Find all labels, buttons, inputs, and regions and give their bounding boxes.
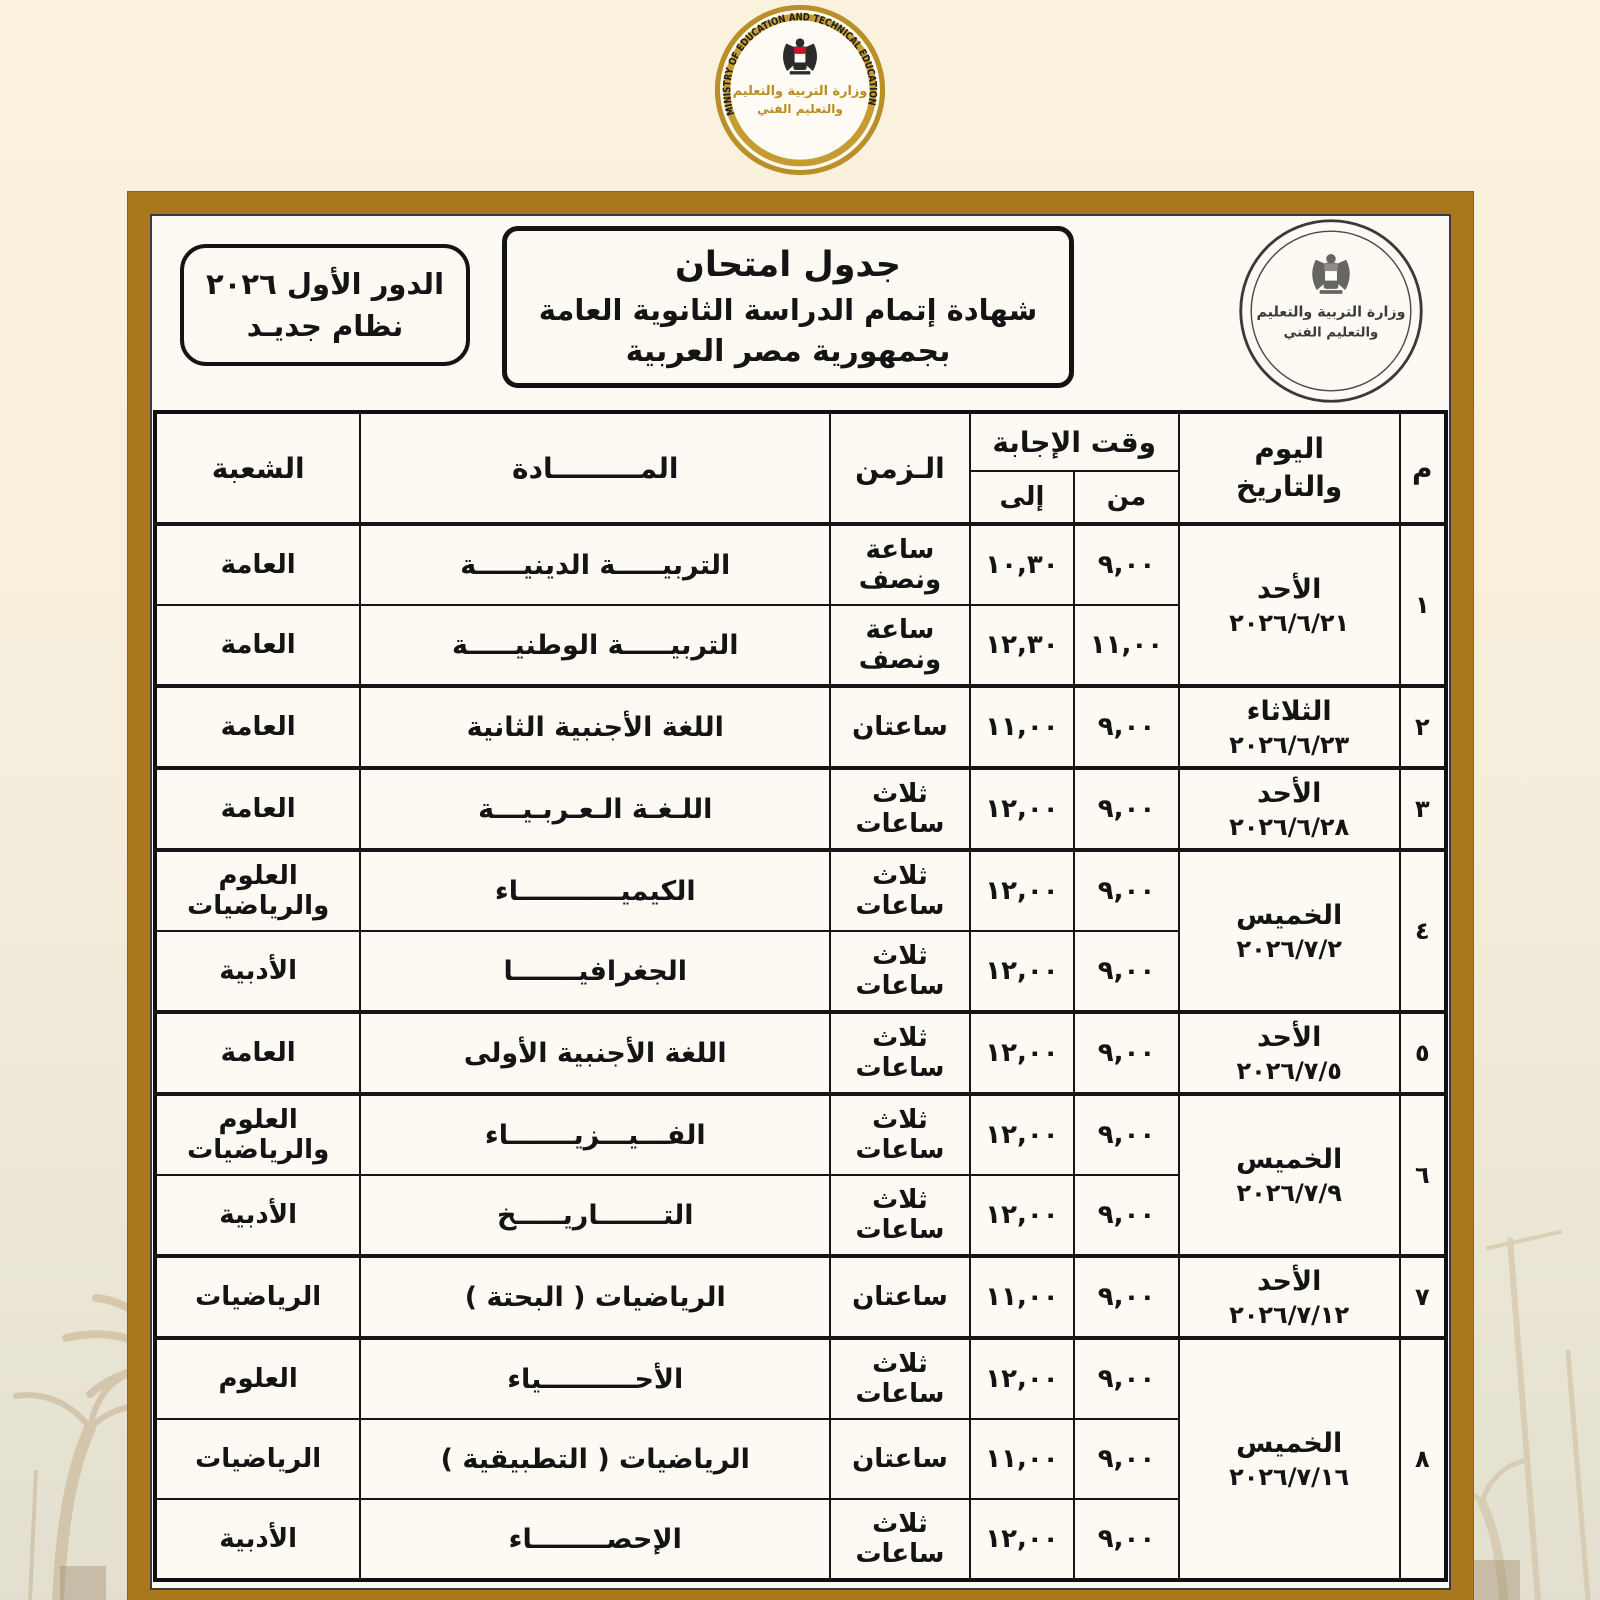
table-row bbox=[155, 768, 1446, 850]
time-from-cell: ٩,٠٠ bbox=[1074, 850, 1179, 931]
header-duration: الـزمن bbox=[830, 412, 969, 524]
time-to-cell: ١٠,٣٠ bbox=[970, 524, 1075, 605]
table-row bbox=[155, 1338, 1446, 1419]
header-day-date: اليوم والتاريخ bbox=[1179, 412, 1400, 524]
branch-cell: العامة bbox=[155, 1012, 360, 1094]
duration-cell: ثلاث ساعات bbox=[830, 931, 969, 1012]
branch-cell: الأدبية bbox=[155, 1499, 360, 1580]
subject-cell: الرياضيات ( التطبيقية ) bbox=[360, 1419, 830, 1499]
time-to-cell: ١١,٠٠ bbox=[970, 1256, 1075, 1338]
time-from-cell: ٩,٠٠ bbox=[1074, 1338, 1179, 1419]
branch-cell: العامة bbox=[155, 768, 360, 850]
branch-cell: العلوم والرياضيات bbox=[155, 850, 360, 931]
subject-cell: الفـــيـــزيـــــــاء bbox=[360, 1094, 830, 1175]
title-line3: بجمهورية مصر العربية bbox=[625, 333, 951, 369]
subject-cell: الرياضيات ( البحتة ) bbox=[360, 1256, 830, 1338]
ministry-logo-color bbox=[714, 4, 886, 176]
serial-cell: ٣ bbox=[1400, 768, 1446, 850]
document-header bbox=[150, 214, 1451, 410]
seal-arabic-line1: وزارة التربية والتعليم bbox=[1256, 304, 1406, 321]
time-to-cell: ١٢,٠٠ bbox=[970, 1499, 1075, 1580]
time-to-cell: ١٢,٣٠ bbox=[970, 605, 1075, 686]
duration-cell: ساعتان bbox=[830, 1256, 969, 1338]
day-date-cell: الخميس ٢٠٢٦/٧/٢ bbox=[1179, 850, 1400, 1012]
subject-cell: الكيميـــــــــــاء bbox=[360, 850, 830, 931]
time-from-cell: ٩,٠٠ bbox=[1074, 1175, 1179, 1256]
branch-cell: العلوم bbox=[155, 1338, 360, 1419]
serial-cell: ٧ bbox=[1400, 1256, 1446, 1338]
time-to-cell: ١٢,٠٠ bbox=[970, 1012, 1075, 1094]
session-line1: الدور الأول ٢٠٢٦ bbox=[205, 266, 445, 301]
time-from-cell: ٩,٠٠ bbox=[1074, 1012, 1179, 1094]
subject-cell: التربيـــــة الوطنيـــــة bbox=[360, 605, 830, 686]
duration-cell: ساعتان bbox=[830, 686, 969, 768]
time-to-cell: ١١,٠٠ bbox=[970, 1419, 1075, 1499]
time-from-cell: ٩,٠٠ bbox=[1074, 524, 1179, 605]
duration-cell: ثلاث ساعات bbox=[830, 1499, 969, 1580]
duration-cell: ثلاث ساعات bbox=[830, 1175, 969, 1256]
time-from-cell: ٩,٠٠ bbox=[1074, 1256, 1179, 1338]
duration-cell: ثلاث ساعات bbox=[830, 1012, 969, 1094]
time-from-cell: ٩,٠٠ bbox=[1074, 1499, 1179, 1580]
subject-cell: اللغة الأجنبية الأولى bbox=[360, 1012, 830, 1094]
day-date-cell: الأحد ٢٠٢٦/٧/١٢ bbox=[1179, 1256, 1400, 1338]
serial-cell: ٤ bbox=[1400, 850, 1446, 1012]
branch-cell: الأدبية bbox=[155, 1175, 360, 1256]
svg-text:MINISTRY OF EDUCATION AND TECH bbox=[1236, 216, 1241, 219]
header-serial: م bbox=[1400, 412, 1446, 524]
subject-cell: التربيـــــة الدينيـــــة bbox=[360, 524, 830, 605]
title-box bbox=[502, 226, 1074, 388]
serial-cell: ٨ bbox=[1400, 1338, 1446, 1580]
day-date-cell: الأحد ٢٠٢٦/٦/٢١ bbox=[1179, 524, 1400, 686]
header-answer-time: وقت الإجابة bbox=[970, 412, 1179, 471]
branch-cell: العلوم والرياضيات bbox=[155, 1094, 360, 1175]
day-date-cell: الخميس ٢٠٢٦/٧/٩ bbox=[1179, 1094, 1400, 1256]
time-to-cell: ١٢,٠٠ bbox=[970, 850, 1075, 931]
time-from-cell: ٩,٠٠ bbox=[1074, 1419, 1179, 1499]
seal-ring-text bbox=[1236, 216, 1241, 219]
table-row bbox=[155, 850, 1446, 931]
session-box bbox=[180, 244, 470, 366]
serial-cell: ٢ bbox=[1400, 686, 1446, 768]
table-row bbox=[155, 524, 1446, 605]
day-date-cell: الأحد ٢٠٢٦/٧/٥ bbox=[1179, 1012, 1400, 1094]
time-to-cell: ١٢,٠٠ bbox=[970, 1175, 1075, 1256]
seal-arabic-line2: والتعليم الفني bbox=[1283, 325, 1379, 341]
subject-cell: التـــــــاريـــــخ bbox=[360, 1175, 830, 1256]
subject-cell: الجغرافيـــــــا bbox=[360, 931, 830, 1012]
ministry-seal-bw bbox=[1236, 216, 1426, 406]
seal-arabic-line2: والتعليم الفني bbox=[757, 102, 843, 117]
branch-cell: الأدبية bbox=[155, 931, 360, 1012]
header-from: من bbox=[1074, 471, 1179, 524]
day-date-cell: الأحد ٢٠٢٦/٦/٢٨ bbox=[1179, 768, 1400, 850]
title-line1: جدول امتحان bbox=[675, 245, 901, 286]
serial-cell: ٦ bbox=[1400, 1094, 1446, 1256]
table-row bbox=[155, 686, 1446, 768]
header-subject: المـــــــــادة bbox=[360, 412, 830, 524]
seal-ring-text: MINISTRY OF EDUCATION AND TECHNICAL EDUCATION bbox=[721, 11, 879, 117]
time-from-cell: ٩,٠٠ bbox=[1074, 1094, 1179, 1175]
exam-schedule-table bbox=[153, 410, 1448, 1582]
subject-cell: الإحصــــــــاء bbox=[360, 1499, 830, 1580]
branch-cell: الرياضيات bbox=[155, 1419, 360, 1499]
session-line2: نظام جديـد bbox=[246, 309, 404, 343]
branch-cell: العامة bbox=[155, 605, 360, 686]
time-to-cell: ١٢,٠٠ bbox=[970, 768, 1075, 850]
time-from-cell: ٩,٠٠ bbox=[1074, 931, 1179, 1012]
time-to-cell: ١٢,٠٠ bbox=[970, 1094, 1075, 1175]
branch-cell: الرياضيات bbox=[155, 1256, 360, 1338]
time-to-cell: ١٢,٠٠ bbox=[970, 931, 1075, 1012]
day-date-cell: الثلاثاء ٢٠٢٦/٦/٢٣ bbox=[1179, 686, 1400, 768]
title-line2: شهادة إتمام الدراسة الثانوية العامة bbox=[538, 293, 1038, 328]
subject-cell: اللغة الأجنبية الثانية bbox=[360, 686, 830, 768]
duration-cell: ثلاث ساعات bbox=[830, 850, 969, 931]
time-from-cell: ١١,٠٠ bbox=[1074, 605, 1179, 686]
table-row bbox=[155, 1256, 1446, 1338]
duration-cell: ثلاث ساعات bbox=[830, 1094, 969, 1175]
day-date-cell: الخميس ٢٠٢٦/٧/١٦ bbox=[1179, 1338, 1400, 1580]
subject-cell: اللـغـة الـعـربـيـــة bbox=[360, 768, 830, 850]
duration-cell: ساعتان bbox=[830, 1419, 969, 1499]
table-row bbox=[155, 1094, 1446, 1175]
seal-arabic-line1: وزارة التربية والتعليم bbox=[732, 84, 868, 100]
time-to-cell: ١٢,٠٠ bbox=[970, 1338, 1075, 1419]
time-from-cell: ٩,٠٠ bbox=[1074, 768, 1179, 850]
duration-cell: ساعة ونصف bbox=[830, 605, 969, 686]
branch-cell: العامة bbox=[155, 524, 360, 605]
subject-cell: الأحــــــــــياء bbox=[360, 1338, 830, 1419]
time-from-cell: ٩,٠٠ bbox=[1074, 686, 1179, 768]
exam-schedule-document bbox=[128, 192, 1473, 1600]
duration-cell: ساعة ونصف bbox=[830, 524, 969, 605]
duration-cell: ثلاث ساعات bbox=[830, 1338, 969, 1419]
serial-cell: ١ bbox=[1400, 524, 1446, 686]
branch-cell: العامة bbox=[155, 686, 360, 768]
duration-cell: ثلاث ساعات bbox=[830, 768, 969, 850]
serial-cell: ٥ bbox=[1400, 1012, 1446, 1094]
time-to-cell: ١١,٠٠ bbox=[970, 686, 1075, 768]
header-to: إلى bbox=[970, 471, 1075, 524]
table-row bbox=[155, 1012, 1446, 1094]
header-branch: الشعبة bbox=[155, 412, 360, 524]
